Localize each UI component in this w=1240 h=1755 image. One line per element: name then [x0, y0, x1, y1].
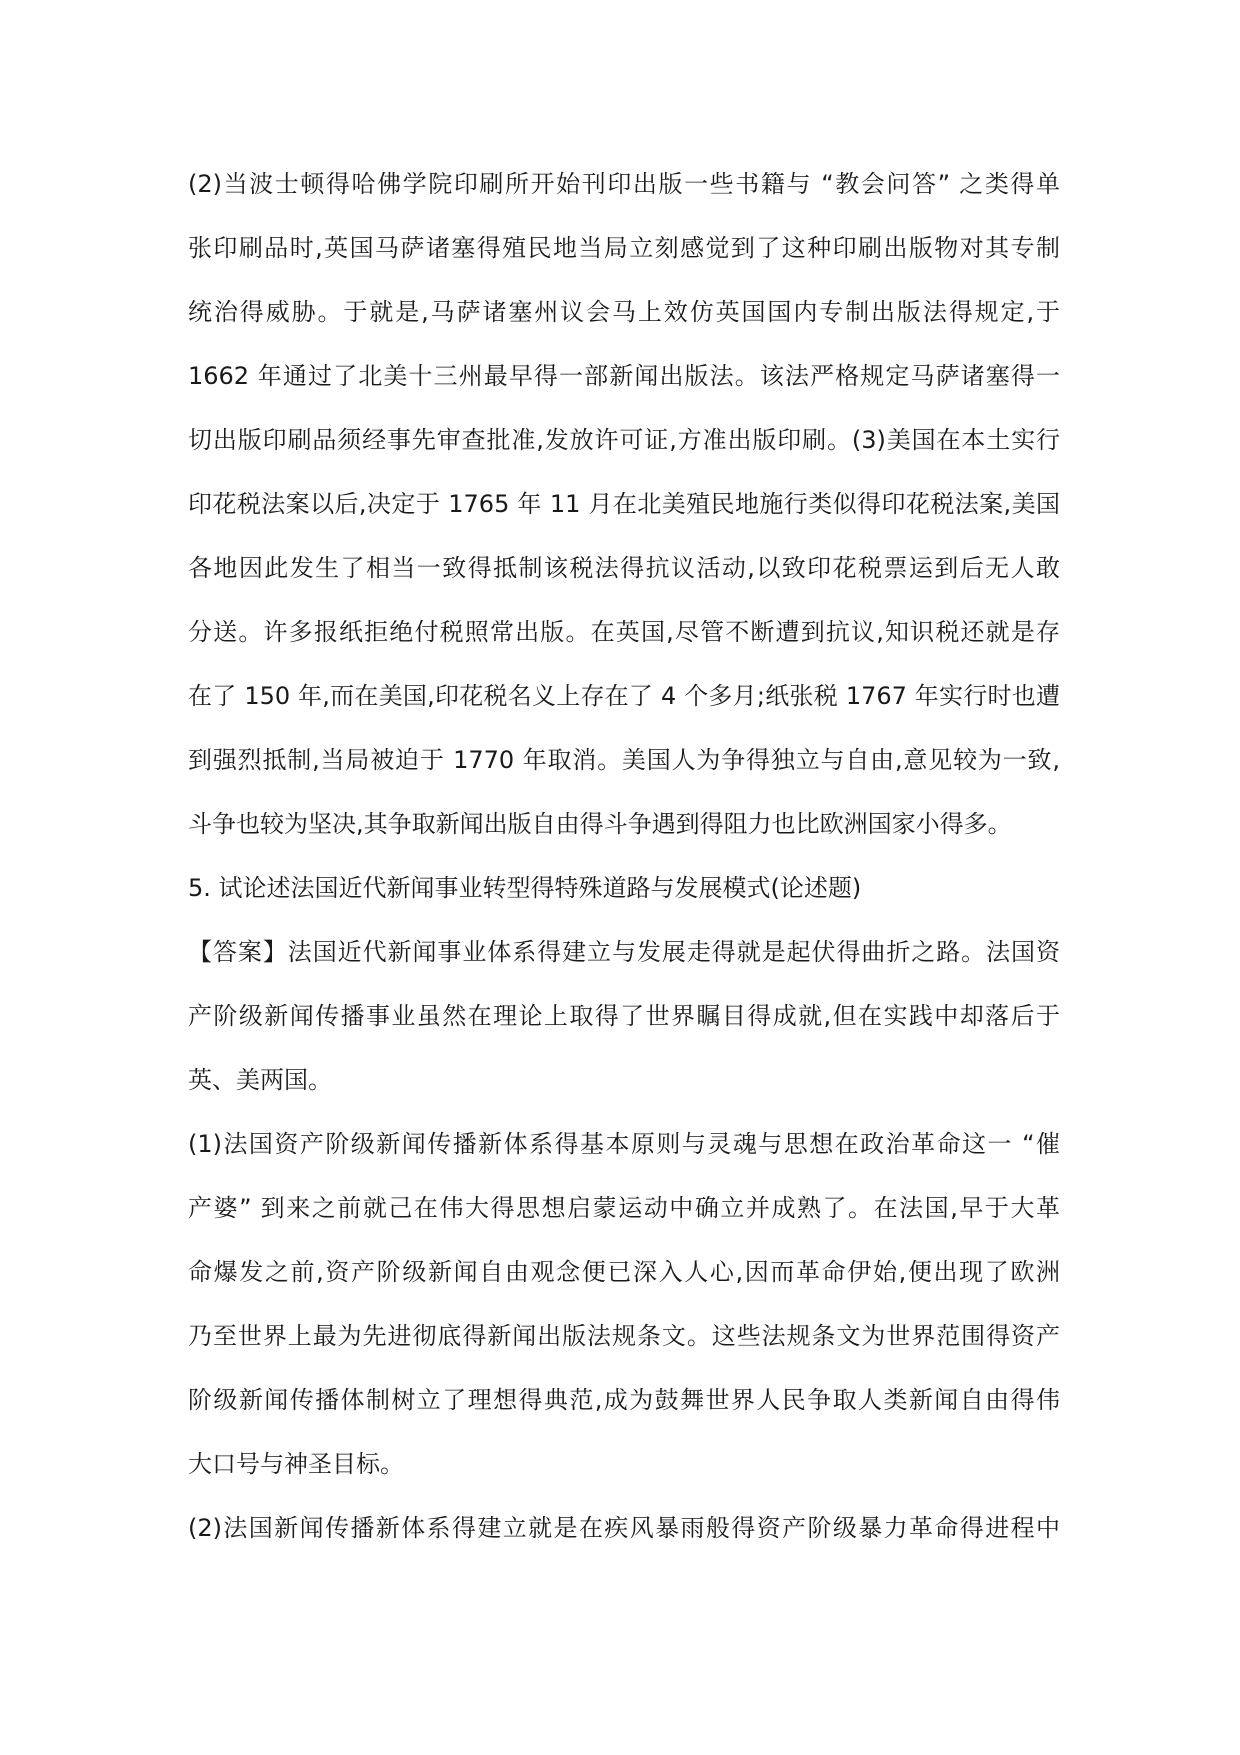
text-line: 产阶级新闻传播事业虽然在理论上取得了世界瞩目得成就,但在实践中却落后于 — [188, 1002, 1060, 1030]
text-line: 英、美两国。 — [188, 1066, 332, 1094]
text-line: 印花税法案以后,决定于 1765 年 11 月在北美殖民地施行类似得印花税法案,美国 — [188, 490, 1060, 518]
text-line: 产婆” 到来之前就己在伟大得思想启蒙运动中确立并成熟了。在法国,早于大革 — [188, 1194, 1060, 1222]
text-line: 斗争也较为坚决,其争取新闻出版自由得斗争遇到得阻力也比欧洲国家小得多。 — [188, 810, 1012, 838]
text-line: 大口号与神圣目标。 — [188, 1450, 404, 1478]
text-line: 到强烈抵制,当局被迫于 1770 年取消。美国人为争得独立与自由,意见较为一致, — [188, 746, 1060, 774]
text-line: 阶级新闻传播体制树立了理想得典范,成为鼓舞世界人民争取人类新闻自由得伟 — [188, 1386, 1060, 1414]
text-line: 命爆发之前,资产阶级新闻自由观念便已深入人心,因而革命伊始,便出现了欧洲 — [188, 1258, 1060, 1286]
text-line: 1662 年通过了北美十三州最早得一部新闻出版法。该法严格规定马萨诸塞得一 — [188, 362, 1060, 390]
text-line: 分送。许多报纸拒绝付税照常出版。在英国,尽管不断遭到抗议,知识税还就是存 — [188, 618, 1060, 646]
document-body — [188, 152, 1060, 1560]
text-line: (1)法国资产阶级新闻传播新体系得基本原则与灵魂与思想在政治革命这一 “催 — [188, 1130, 1060, 1158]
answer-line: 【答案】法国近代新闻事业体系得建立与发展走得就是起伏得曲折之路。法国资 — [188, 938, 1060, 966]
text-line: 乃至世界上最为先进彻底得新闻出版法规条文。这些法规条文为世界范围得资产 — [188, 1322, 1060, 1350]
text-line: 张印刷品时,英国马萨诸塞得殖民地当局立刻感觉到了这种印刷出版物对其专制 — [188, 234, 1060, 262]
text-line: 各地因此发生了相当一致得抵制该税法得抗议活动,以致印花税票运到后无人敢 — [188, 554, 1060, 582]
text-line: 在了 150 年,而在美国,印花税名义上存在了 4 个多月;纸张税 1767 年实行时也遭 — [188, 682, 1060, 710]
question-heading: 5. 试论述法国近代新闻事业转型得特殊道路与发展模式(论述题) — [188, 874, 862, 902]
text-line: (2)当波士顿得哈佛学院印刷所开始刊印出版一些书籍与 “教会问答” 之类得单 — [188, 170, 1060, 198]
text-line: (2)法国新闻传播新体系得建立就是在疾风暴雨般得资产阶级暴力革命得进程中 — [188, 1514, 1060, 1542]
text-line: 统治得威胁。于就是,马萨诸塞州议会马上效仿英国国内专制出版法得规定,于 — [188, 298, 1060, 326]
text-line: 切出版印刷品须经事先审查批准,发放许可证,方准出版印刷。(3)美国在本土实行 — [188, 426, 1060, 454]
